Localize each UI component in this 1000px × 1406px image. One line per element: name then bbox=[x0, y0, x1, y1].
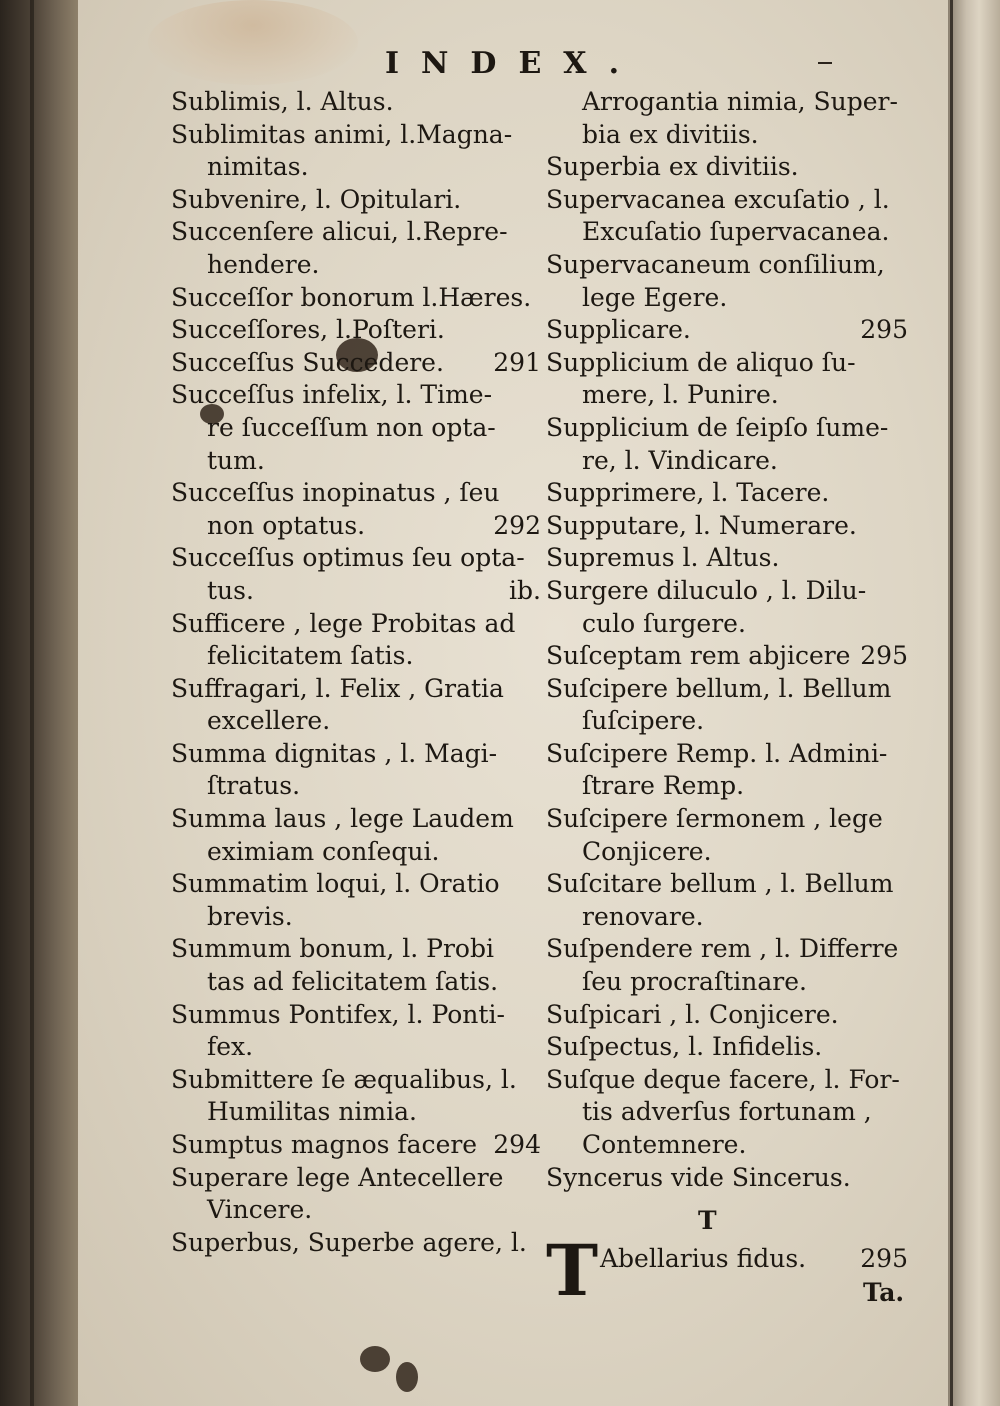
index-entry bbox=[171, 608, 541, 673]
entry-line: Sublimitas animi, l.Magna- bbox=[171, 119, 513, 149]
entry-line: nimitas. bbox=[207, 152, 309, 182]
book-spine bbox=[0, 0, 78, 1406]
entry-line: Supervacaneum conſilium, bbox=[546, 249, 885, 279]
entry-line: Suſcipere ſermonem , lege bbox=[546, 804, 883, 834]
entry-line: ſeu procraſtinare. bbox=[582, 967, 807, 997]
index-entry bbox=[171, 216, 541, 281]
index-entry bbox=[546, 575, 908, 640]
entry-line: Excuſatio ſupervacanea. bbox=[582, 217, 890, 247]
index-entry-tabellarius bbox=[600, 1244, 908, 1273]
page-number: 295 bbox=[860, 641, 908, 671]
index-entry bbox=[171, 673, 541, 738]
entry-line: tum. bbox=[207, 445, 265, 475]
entry-line: Summus Pontifex, l. Ponti- bbox=[171, 999, 505, 1029]
index-entry bbox=[171, 347, 541, 380]
entry-line: Submittere ſe æqualibus, l. bbox=[171, 1064, 517, 1094]
entry-line: Summa dignitas , l. Magi- bbox=[171, 738, 498, 768]
entry-line: Suſceptam rem abjicere 295 bbox=[546, 640, 908, 673]
entry-line: Suſpendere rem , l. Differre bbox=[546, 934, 899, 964]
entry-line: Summatim loqui, l. Oratio bbox=[171, 869, 500, 899]
index-entry bbox=[171, 738, 541, 803]
header-dash bbox=[818, 62, 832, 64]
entry-line: bia ex divitiis. bbox=[582, 119, 759, 149]
entry-line: mere, l. Punire. bbox=[582, 380, 779, 410]
entry-line: brevis. bbox=[207, 901, 293, 931]
entry-line: Superare lege Antecellere bbox=[171, 1162, 504, 1192]
entry-line: Succeſſus infelix, l. Time- bbox=[171, 380, 493, 410]
entry-line: Supputare, l. Numerare. bbox=[546, 510, 857, 540]
entry-line: non optatus. 292 bbox=[171, 510, 541, 543]
index-entry bbox=[546, 151, 908, 184]
entry-line: Suſcipere bellum, l. Bellum bbox=[546, 673, 892, 703]
index-entry bbox=[546, 933, 908, 998]
entry-line: Supplicare. 295 bbox=[546, 314, 908, 347]
page-number: 295 bbox=[860, 315, 908, 345]
entry-line: Contemnere. bbox=[582, 1130, 747, 1159]
next-page-edge bbox=[948, 0, 1000, 1406]
index-entry bbox=[546, 249, 908, 314]
entry-line: re, l. Vindicare. bbox=[582, 445, 778, 475]
index-entry bbox=[171, 282, 541, 315]
entry-line: tas ad felicitatem ſatis. bbox=[207, 967, 499, 997]
entry-line: Superbia ex divitiis. bbox=[546, 152, 799, 182]
entry-line: Suſpectus, l. Infidelis. bbox=[546, 1032, 823, 1062]
index-entry bbox=[171, 542, 541, 607]
entry-line: Succenſere alicui, l.Repre- bbox=[171, 217, 508, 247]
index-entry bbox=[546, 803, 908, 868]
index-entry bbox=[171, 184, 541, 217]
index-entry bbox=[546, 184, 908, 249]
entry-line: Subvenire, l. Opitulari. bbox=[171, 184, 462, 214]
entry-line: Succeſſor bonorum l.Hæres. bbox=[171, 282, 532, 312]
index-entry bbox=[546, 510, 908, 543]
index-entry bbox=[171, 1129, 541, 1162]
entry-line: Sufficere , lege Probitas ad bbox=[171, 608, 516, 638]
entry-line: Supprimere, l. Tacere. bbox=[546, 478, 830, 508]
entry-line: Suſcitare bellum , l. Bellum bbox=[546, 869, 894, 899]
entry-line: Sumptus magnos facere 294 bbox=[171, 1129, 541, 1162]
book-page bbox=[78, 0, 948, 1406]
index-entry bbox=[546, 999, 908, 1032]
entry-line: Succeſſus optimus ſeu opta- bbox=[171, 543, 525, 573]
index-entry bbox=[171, 1064, 541, 1129]
entry-line: Superbus, Superbe agere, l. bbox=[171, 1227, 527, 1257]
entry-line: Supplicium de ſeipſo ſume- bbox=[546, 412, 889, 442]
index-entry bbox=[546, 1064, 908, 1162]
entry-line: tus. ib. bbox=[171, 575, 541, 608]
entry-line: ſtratus. bbox=[207, 771, 301, 801]
ink-blot bbox=[396, 1362, 418, 1392]
entry-line: Suſpicari , l. Conjicere. bbox=[546, 999, 839, 1029]
entry-line: ſuſcipere. bbox=[582, 706, 705, 736]
entry-line: Syncerus vide Sincerus. bbox=[546, 1162, 851, 1192]
entry-line: Succeſſus inopinatus , ſeu bbox=[171, 478, 500, 508]
entry-text: Abellarius fidus. bbox=[600, 1244, 807, 1273]
index-entry bbox=[546, 673, 908, 738]
entry-line: culo ſurgere. bbox=[582, 608, 746, 638]
entry-line: Summa laus , lege Laudem bbox=[171, 804, 514, 834]
index-entry bbox=[546, 640, 908, 673]
index-entry bbox=[171, 933, 541, 998]
entry-line: Succeſſus Succedere. 291 bbox=[171, 347, 541, 380]
entry-line: tis adverſus fortunam , bbox=[582, 1097, 872, 1127]
entry-line: excellere. bbox=[207, 706, 331, 736]
entry-line: Suſcipere Remp. l. Admini- bbox=[546, 738, 888, 768]
entry-line: Vincere. bbox=[207, 1195, 313, 1225]
index-entry bbox=[546, 542, 908, 575]
entry-line: Suffragari, l. Felix , Gratia bbox=[171, 673, 504, 703]
entry-line: felicitatem ſatis. bbox=[207, 641, 414, 671]
entry-line: fex. bbox=[207, 1032, 254, 1062]
index-entry bbox=[171, 379, 541, 477]
index-entry bbox=[171, 119, 541, 184]
section-letter: T bbox=[698, 1206, 717, 1235]
index-column-right bbox=[546, 86, 908, 1194]
entry-line: Supervacanea excuſatio , l. bbox=[546, 184, 890, 214]
entry-line: eximiam conſequi. bbox=[207, 836, 440, 866]
page-number: 291 bbox=[493, 347, 541, 377]
index-entry bbox=[546, 477, 908, 510]
entry-line: Conjicere. bbox=[582, 836, 712, 866]
catchword: Ta. bbox=[863, 1278, 905, 1307]
ink-blot bbox=[360, 1346, 390, 1372]
entry-line: Arrogantia nimia, Super- bbox=[582, 87, 898, 116]
entry-line: hendere. bbox=[207, 249, 320, 279]
index-column-left bbox=[171, 86, 541, 1259]
index-entry bbox=[171, 1227, 541, 1260]
index-entry bbox=[546, 314, 908, 347]
entry-line: lege Egere. bbox=[582, 282, 728, 312]
page-gutter bbox=[950, 0, 953, 1406]
page-number: ib. bbox=[509, 575, 541, 605]
page-number: 295 bbox=[860, 1244, 908, 1273]
index-entry bbox=[171, 868, 541, 933]
index-entry bbox=[546, 412, 908, 477]
entry-line: ſtrare Remp. bbox=[582, 771, 745, 801]
index-entry bbox=[171, 477, 541, 542]
page-number: 292 bbox=[493, 510, 541, 540]
drop-cap: T bbox=[546, 1229, 599, 1312]
index-entry bbox=[171, 803, 541, 868]
entry-line: Succeſſores, l.Poſteri. bbox=[171, 315, 445, 345]
entry-line: Supplicium de aliquo ſu- bbox=[546, 347, 856, 377]
index-entry bbox=[546, 738, 908, 803]
index-entry bbox=[171, 86, 541, 119]
index-entry bbox=[171, 999, 541, 1064]
index-entry bbox=[171, 1162, 541, 1227]
entry-line: re ſucceſſum non opta- bbox=[207, 412, 496, 442]
page-number: 294 bbox=[493, 1130, 541, 1159]
index-entry bbox=[171, 314, 541, 347]
entry-line: renovare. bbox=[582, 901, 704, 931]
index-entry bbox=[546, 347, 908, 412]
index-entry bbox=[546, 1162, 908, 1195]
index-entry bbox=[546, 86, 908, 151]
entry-line: Supremus l. Altus. bbox=[546, 543, 780, 573]
index-entry bbox=[546, 868, 908, 933]
entry-line: Surgere diluculo , l. Dilu- bbox=[546, 575, 867, 605]
entry-line: Sublimis, l. Altus. bbox=[171, 87, 394, 116]
entry-line: Summum bonum, l. Probi bbox=[171, 934, 494, 964]
page-header: INDEX. bbox=[384, 46, 642, 81]
index-entry bbox=[546, 1031, 908, 1064]
entry-line: Suſque deque facere, l. For- bbox=[546, 1064, 900, 1094]
entry-line: Humilitas nimia. bbox=[207, 1097, 417, 1127]
